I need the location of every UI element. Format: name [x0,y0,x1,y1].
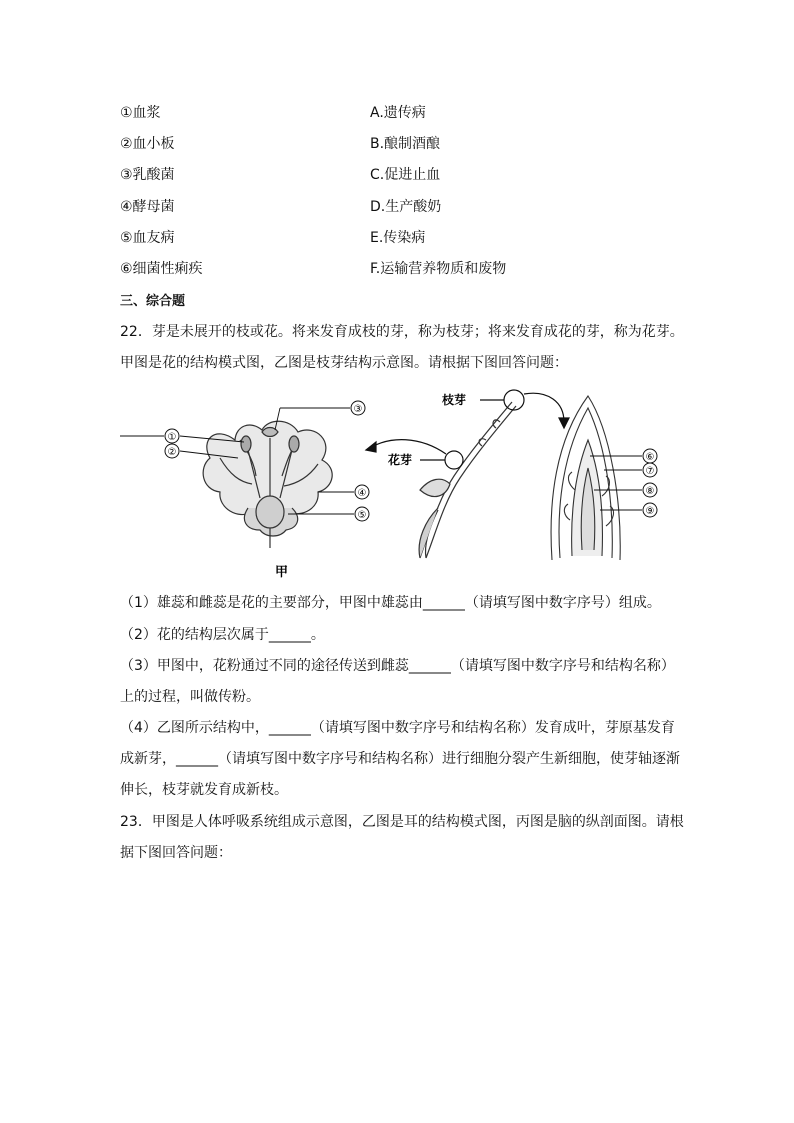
q22-sub2: （2）花的结构层次属于______。 [120,627,325,643]
match-left-item: ④酵母菌 [120,199,175,215]
label-zhiya: 枝芽 [442,393,467,407]
q22-sub1: （1）雄蕊和雌蕊是花的主要部分，甲图中雄蕊由______（请填写图中数字序号）组成。 [120,595,661,611]
flower-and-bud-diagram [120,380,680,585]
match-row [120,258,680,280]
svg-text:⑥: ⑥ [645,452,655,463]
svg-text:①: ① [167,432,177,443]
branch-bud-circle [504,390,524,410]
match-row [120,196,680,218]
q22-sub4-line: （4）乙图所示结构中，______（请填写图中数字序号和结构名称）发育成叶，芽原基发育 [120,720,675,736]
flower-marker-4 [355,485,369,499]
match-row [120,102,680,124]
bud-marker-6 [643,449,657,463]
match-row [120,133,680,155]
label-jia: 甲 [275,565,289,580]
section-title: 三、综合题 [120,294,186,309]
svg-text:⑤: ⑤ [357,510,367,521]
match-right-item: C.促进止血 [370,167,441,183]
svg-text:③: ③ [353,404,363,415]
q22-figure [120,380,680,585]
bud-marker-9 [643,503,657,517]
flower-marker-2 [165,444,179,458]
match-right-item: E.传染病 [370,230,426,246]
q23-line: 23．甲图是人体呼吸系统组成示意图，乙图是耳的结构模式图，丙图是脑的纵剖面图。请根 [120,814,684,830]
bud-marker-7 [643,463,657,477]
arrows [366,393,569,460]
match-left-item: ②血小板 [120,136,175,152]
match-left-item: ⑤血友病 [120,230,175,246]
match-right-item: A.遗传病 [370,105,426,121]
svg-text:⑦: ⑦ [645,466,655,477]
flower-marker-3 [351,401,365,415]
match-right-item: F.运输营养物质和废物 [370,261,507,277]
bud-marker-8 [643,483,657,497]
match-left-item: ①血浆 [120,105,161,121]
svg-text:⑨: ⑨ [645,506,655,517]
match-row [120,164,680,186]
flower-bud-circle [445,451,463,469]
match-left-item: ⑥细菌性痢疾 [120,261,203,277]
q22-sub4-line: 成新芽，______（请填写图中数字序号和结构名称）进行细胞分裂产生新细胞，使芽轴逐渐 [120,751,680,767]
branch-diagram [419,402,516,558]
match-left-item: ③乳酸菌 [120,167,175,183]
q23-line: 据下图回答问题： [120,845,232,861]
svg-text:⑧: ⑧ [645,486,655,497]
match-right-item: B.酿制酒酿 [370,136,441,152]
q22-sub3-line: 上的过程，叫做传粉。 [120,689,260,705]
match-row [120,227,680,249]
flower-marker-5 [355,507,369,521]
label-huaya: 花芽 [388,453,413,467]
flower-marker-1 [165,429,179,443]
q22-sub3-line: （3）甲图中，花粉通过不同的途径传送到雌蕊______（请填写图中数字序号和结构名称） [120,658,675,674]
q22-intro-line: 甲图是花的结构模式图，乙图是枝芽结构示意图。请根据下图回答问题： [120,355,568,371]
q22-intro-line: 22．芽是未展开的枝或花。将来发育成枝的芽，称为枝芽；将来发育成花的芽，称为花芽。 [120,324,684,340]
svg-text:④: ④ [357,488,367,499]
svg-text:②: ② [167,447,177,458]
match-right-item: D.生产酸奶 [370,199,442,215]
q22-sub4-line: 伸长，枝芽就发育成新枝。 [120,782,288,798]
